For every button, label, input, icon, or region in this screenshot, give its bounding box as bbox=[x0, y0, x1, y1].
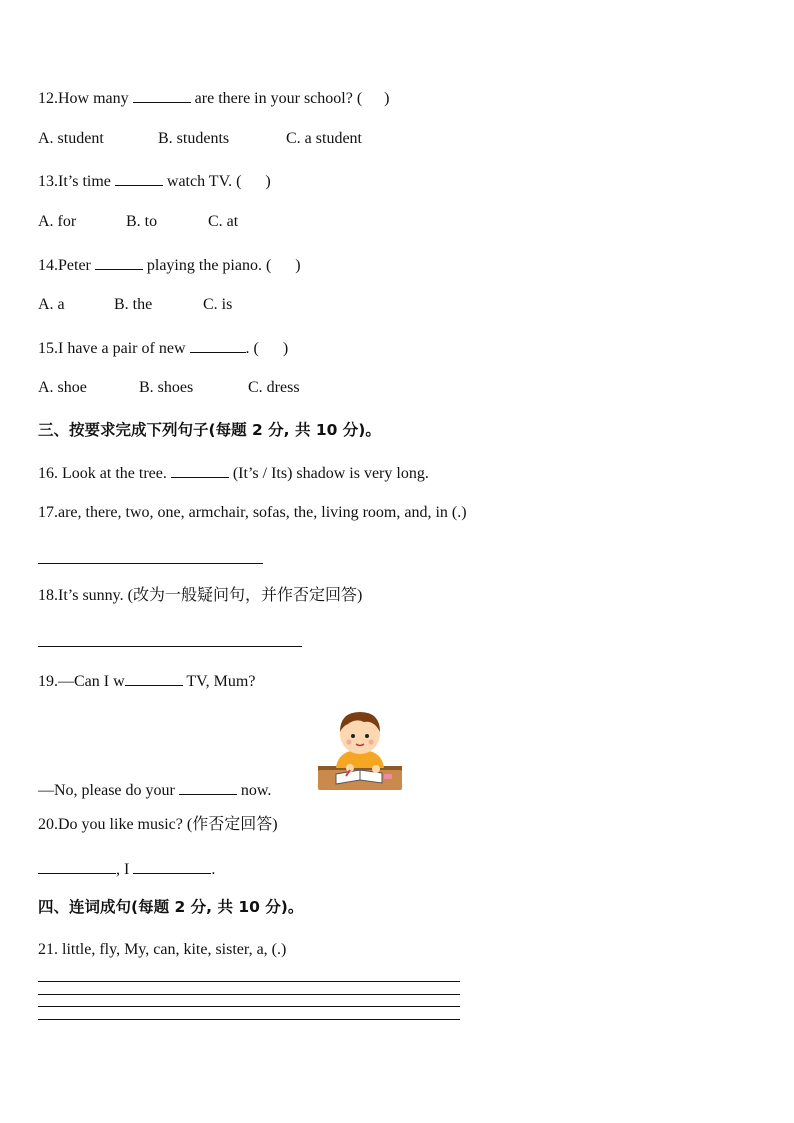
q19-answer bbox=[38, 779, 271, 801]
q14-option-a[interactable]: A. a bbox=[38, 296, 65, 313]
q12-suffix: are there in your school? ( bbox=[194, 90, 363, 107]
q19-blank-2[interactable] bbox=[179, 779, 237, 795]
q13-close: ) bbox=[265, 173, 271, 190]
q12-close: ) bbox=[384, 90, 390, 107]
q12-option-b[interactable]: B. students bbox=[158, 130, 230, 147]
q15-option-c[interactable]: C. dress bbox=[248, 379, 300, 396]
q20-answer bbox=[38, 858, 215, 880]
q14-options bbox=[38, 295, 232, 315]
q19-blank-1[interactable] bbox=[125, 670, 183, 686]
q14-option-c[interactable]: C. is bbox=[203, 296, 233, 313]
question-20: 20.Do you like music? (作否定回答) bbox=[38, 816, 278, 833]
q16-suffix: (It’s / Its) shadow is very long. bbox=[232, 465, 429, 482]
q14-prefix: 14.Peter bbox=[38, 257, 91, 274]
question-14 bbox=[38, 254, 301, 276]
question-17: 17.are, there, two, one, armchair, sofas, the, living room, and, in (.) bbox=[38, 504, 467, 521]
question-19 bbox=[38, 670, 255, 692]
q15-option-b[interactable]: B. shoes bbox=[139, 379, 194, 396]
question-15 bbox=[38, 337, 288, 359]
q12-prefix: 12.How many bbox=[38, 90, 129, 107]
q20-end: . bbox=[211, 861, 216, 878]
question-16 bbox=[38, 462, 429, 484]
q13-option-a[interactable]: A. for bbox=[38, 213, 77, 230]
q19-prefix: 19.—Can I w bbox=[38, 673, 125, 690]
question-13 bbox=[38, 170, 271, 192]
q19-answer-prefix: —No, please do your bbox=[38, 782, 175, 799]
q20-mid: , I bbox=[116, 861, 130, 878]
q15-option-a[interactable]: A. shoe bbox=[38, 379, 87, 396]
q14-close: ) bbox=[295, 257, 301, 274]
q15-close: ) bbox=[282, 340, 289, 357]
q15-blank[interactable] bbox=[190, 337, 246, 353]
q13-options bbox=[38, 212, 238, 232]
question-21: 21. little, fly, My, can, kite, sister, a, (.) bbox=[38, 941, 287, 958]
q13-option-c[interactable]: C. at bbox=[208, 213, 239, 230]
q12-options bbox=[38, 129, 362, 149]
q16-blank[interactable] bbox=[171, 462, 229, 478]
q21-answer-line-2[interactable] bbox=[38, 994, 460, 995]
q12-option-c[interactable]: C. a student bbox=[286, 130, 362, 147]
q15-suffix: . ( bbox=[245, 340, 259, 357]
q14-option-b[interactable]: B. the bbox=[114, 296, 153, 313]
q14-blank[interactable] bbox=[95, 254, 143, 270]
q13-prefix: 13.It’s time bbox=[38, 173, 111, 190]
q20-blank-2[interactable] bbox=[133, 858, 211, 874]
boy-doing-homework-icon bbox=[316, 706, 404, 794]
q20-blank-1[interactable] bbox=[38, 858, 116, 874]
question-12 bbox=[38, 87, 389, 109]
section-3-title: 三、按要求完成下列句子(每题 2 分, 共 10 分)。 bbox=[38, 421, 381, 439]
question-18: 18.It’s sunny. (改为一般疑问句，并作否定回答) bbox=[38, 587, 363, 604]
q15-prefix: 15.I have a pair of new bbox=[38, 340, 186, 357]
q16-prefix: 16. Look at the tree. bbox=[38, 465, 167, 482]
q21-answer-line-4[interactable] bbox=[38, 1019, 460, 1020]
q15-options bbox=[38, 378, 300, 398]
q18-answer-line[interactable] bbox=[38, 646, 302, 647]
q19-suffix: TV, Mum? bbox=[186, 673, 256, 690]
q13-option-b[interactable]: B. to bbox=[126, 213, 158, 230]
q17-answer-line[interactable] bbox=[38, 563, 263, 564]
q21-answer-line-1[interactable] bbox=[38, 981, 460, 982]
section-4-title: 四、连词成句(每题 2 分, 共 10 分)。 bbox=[38, 898, 304, 916]
q21-answer-line-3[interactable] bbox=[38, 1006, 460, 1007]
q12-blank[interactable] bbox=[133, 87, 191, 103]
q19-answer-suffix: now. bbox=[240, 782, 272, 799]
q13-suffix: watch TV. ( bbox=[166, 173, 242, 190]
q14-suffix: playing the piano. ( bbox=[146, 257, 272, 274]
q12-option-a[interactable]: A. student bbox=[38, 130, 104, 147]
q13-blank[interactable] bbox=[115, 170, 163, 186]
